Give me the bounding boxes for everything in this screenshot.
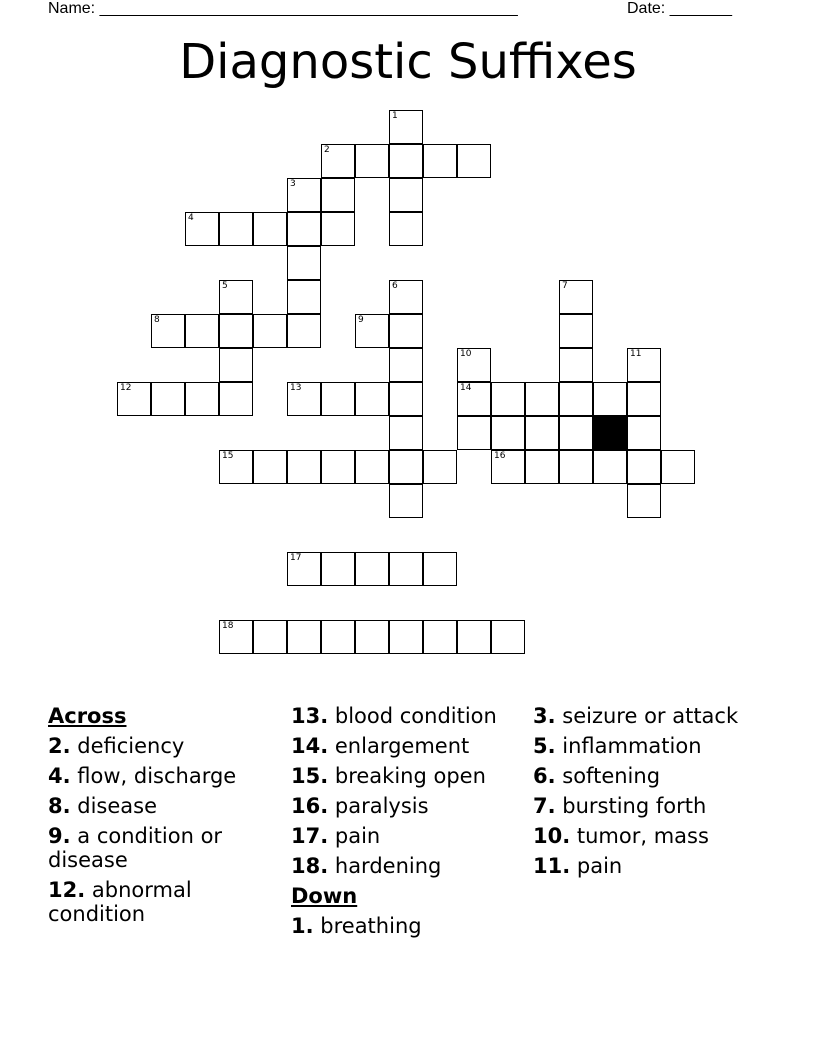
grid-cell[interactable]	[389, 382, 423, 416]
grid-cell[interactable]	[389, 620, 423, 654]
clue-item-number: 13.	[291, 704, 329, 728]
grid-cell[interactable]	[559, 314, 593, 348]
clue-item	[48, 878, 278, 926]
clue-number: 10	[460, 349, 472, 359]
grid-cell[interactable]	[321, 144, 355, 178]
clue-number: 6	[392, 281, 398, 291]
grid-cell[interactable]	[321, 382, 355, 416]
grid-cell[interactable]	[355, 620, 389, 654]
grid-cell[interactable]	[253, 620, 287, 654]
clue-item-number: 15.	[291, 764, 329, 788]
clue-item	[533, 854, 763, 878]
clue-item-number: 10.	[533, 824, 571, 848]
grid-cell[interactable]	[287, 314, 321, 348]
clue-item	[291, 794, 526, 818]
grid-cell[interactable]	[525, 416, 559, 450]
grid-cell[interactable]	[389, 416, 423, 450]
grid-cell[interactable]	[491, 416, 525, 450]
grid-cell[interactable]	[287, 620, 321, 654]
grid-cell[interactable]	[627, 382, 661, 416]
grid-cell[interactable]	[457, 416, 491, 450]
grid-cell[interactable]	[219, 314, 253, 348]
grid-cell[interactable]	[355, 450, 389, 484]
clue-item-number: 12.	[48, 878, 86, 902]
grid-cell[interactable]	[423, 552, 457, 586]
grid-cell[interactable]	[219, 620, 253, 654]
clue-item-number: 11.	[533, 854, 571, 878]
clue-number: 8	[154, 315, 160, 325]
grid-cell[interactable]	[287, 212, 321, 246]
grid-cell[interactable]	[457, 144, 491, 178]
grid-cell[interactable]	[389, 348, 423, 382]
grid-cell[interactable]	[219, 382, 253, 416]
clue-item	[48, 764, 278, 788]
grid-cell[interactable]	[423, 144, 457, 178]
grid-block	[593, 416, 627, 450]
clue-item-text: bursting forth	[555, 794, 707, 818]
grid-cell[interactable]	[457, 382, 491, 416]
grid-cell[interactable]	[287, 382, 321, 416]
grid-cell[interactable]	[287, 450, 321, 484]
grid-cell[interactable]	[627, 348, 661, 382]
clue-item-text: a condition or disease	[48, 824, 223, 872]
clue-item-text: enlargement	[328, 734, 470, 758]
grid-cell[interactable]	[321, 620, 355, 654]
grid-cell[interactable]	[389, 450, 423, 484]
grid-cell[interactable]	[457, 348, 491, 382]
clue-item-number: 2.	[48, 734, 71, 758]
grid-cell[interactable]	[389, 144, 423, 178]
grid-cell[interactable]	[389, 178, 423, 212]
clue-item-number: 16.	[291, 794, 329, 818]
clue-item-text: blood condition	[328, 704, 497, 728]
grid-cell[interactable]	[253, 212, 287, 246]
clue-item	[48, 734, 278, 758]
grid-cell[interactable]	[321, 450, 355, 484]
clue-item-number: 3.	[533, 704, 556, 728]
clues-column-2	[291, 704, 526, 944]
grid-cell[interactable]	[355, 382, 389, 416]
clue-item-text: flow, discharge	[70, 764, 237, 788]
grid-cell[interactable]	[423, 620, 457, 654]
grid-cell[interactable]	[491, 620, 525, 654]
clue-number: 11	[630, 349, 642, 359]
clue-number: 15	[222, 451, 234, 461]
clue-item-text: inflammation	[555, 734, 702, 758]
clue-item	[48, 824, 278, 872]
grid-cell[interactable]	[559, 348, 593, 382]
grid-cell[interactable]	[219, 280, 253, 314]
grid-cell[interactable]	[389, 314, 423, 348]
clue-item	[533, 734, 763, 758]
clue-number: 12	[120, 383, 132, 393]
clue-item-text: deficiency	[70, 734, 185, 758]
clue-item	[291, 764, 526, 788]
clue-heading: Down	[291, 884, 358, 908]
grid-cell[interactable]	[457, 620, 491, 654]
date-field-line: Date: _______	[627, 0, 732, 17]
grid-cell[interactable]	[389, 484, 423, 518]
grid-cell[interactable]	[593, 382, 627, 416]
grid-cell[interactable]	[117, 382, 151, 416]
clue-number: 3	[290, 179, 296, 189]
clue-item	[533, 704, 763, 728]
clue-item-text: seizure or attack	[555, 704, 739, 728]
clue-item-number: 7.	[533, 794, 556, 818]
clue-number: 16	[494, 451, 506, 461]
grid-cell[interactable]	[627, 450, 661, 484]
grid-cell[interactable]	[253, 450, 287, 484]
grid-cell[interactable]	[389, 110, 423, 144]
clue-item-number: 6.	[533, 764, 556, 788]
grid-cell[interactable]	[525, 450, 559, 484]
grid-cell[interactable]	[355, 314, 389, 348]
grid-cell[interactable]	[287, 178, 321, 212]
grid-cell[interactable]	[185, 382, 219, 416]
clue-number: 13	[290, 383, 302, 393]
clue-number: 5	[222, 281, 228, 291]
grid-cell[interactable]	[525, 382, 559, 416]
grid-cell[interactable]	[661, 450, 695, 484]
clue-item-text: breathing	[313, 914, 422, 938]
clue-item-number: 1.	[291, 914, 314, 938]
grid-cell[interactable]	[287, 552, 321, 586]
grid-cell[interactable]	[559, 450, 593, 484]
clue-item	[291, 824, 526, 848]
clue-number: 14	[460, 383, 472, 393]
grid-cell[interactable]	[491, 450, 525, 484]
grid-cell[interactable]	[287, 246, 321, 280]
clue-item	[291, 914, 526, 938]
grid-cell[interactable]	[185, 314, 219, 348]
grid-cell[interactable]	[559, 280, 593, 314]
grid-cell[interactable]	[355, 144, 389, 178]
grid-cell[interactable]	[253, 314, 287, 348]
grid-cell[interactable]	[321, 178, 355, 212]
grid-cell[interactable]	[627, 484, 661, 518]
clue-item-text: paralysis	[328, 794, 429, 818]
grid-cell[interactable]	[389, 280, 423, 314]
grid-cell[interactable]	[219, 450, 253, 484]
clue-item-number: 14.	[291, 734, 329, 758]
grid-cell[interactable]	[151, 314, 185, 348]
clue-item-number: 8.	[48, 794, 71, 818]
grid-cell[interactable]	[151, 382, 185, 416]
clue-item-number: 5.	[533, 734, 556, 758]
clue-item-text: pain	[570, 854, 623, 878]
clue-item-text: disease	[70, 794, 158, 818]
clue-item	[533, 794, 763, 818]
clue-item	[533, 764, 763, 788]
clue-item-text: abnormal condition	[48, 878, 192, 926]
grid-cell[interactable]	[219, 348, 253, 382]
grid-cell[interactable]	[491, 382, 525, 416]
grid-cell[interactable]	[389, 212, 423, 246]
clue-item	[291, 704, 526, 728]
clue-item-text: breaking open	[328, 764, 486, 788]
clue-item-number: 4.	[48, 764, 71, 788]
grid-cell[interactable]	[593, 450, 627, 484]
grid-cell[interactable]	[559, 382, 593, 416]
grid-cell[interactable]	[389, 552, 423, 586]
clue-number: 2	[324, 145, 330, 155]
clue-item-text: pain	[328, 824, 381, 848]
clue-item-text: hardening	[328, 854, 442, 878]
clue-item	[533, 824, 763, 848]
name-field-line: Name: _______________________________________________	[48, 0, 518, 17]
grid-cell[interactable]	[355, 552, 389, 586]
clue-item	[48, 794, 278, 818]
clues-column-1	[48, 704, 278, 932]
clue-item-text: tumor, mass	[570, 824, 709, 848]
grid-cell[interactable]	[287, 280, 321, 314]
grid-cell[interactable]	[559, 416, 593, 450]
grid-cell[interactable]	[185, 212, 219, 246]
clue-number: 17	[290, 553, 302, 563]
clue-item	[291, 854, 526, 878]
clue-item	[291, 734, 526, 758]
grid-cell[interactable]	[219, 212, 253, 246]
clues-column-3	[533, 704, 763, 884]
clue-item-text: softening	[555, 764, 661, 788]
clue-number: 7	[562, 281, 568, 291]
clue-number: 18	[222, 621, 234, 631]
grid-cell[interactable]	[423, 450, 457, 484]
grid-cell[interactable]	[321, 212, 355, 246]
clue-item-number: 9.	[48, 824, 71, 848]
page-title: Diagnostic Suffixes	[179, 34, 637, 90]
clue-number: 1	[392, 111, 398, 121]
grid-cell[interactable]	[627, 416, 661, 450]
clue-item-number: 17.	[291, 824, 329, 848]
clue-number: 4	[188, 213, 194, 223]
clue-item-number: 18.	[291, 854, 329, 878]
clue-number: 9	[358, 315, 364, 325]
clue-heading: Across	[48, 704, 127, 728]
grid-cell[interactable]	[321, 552, 355, 586]
